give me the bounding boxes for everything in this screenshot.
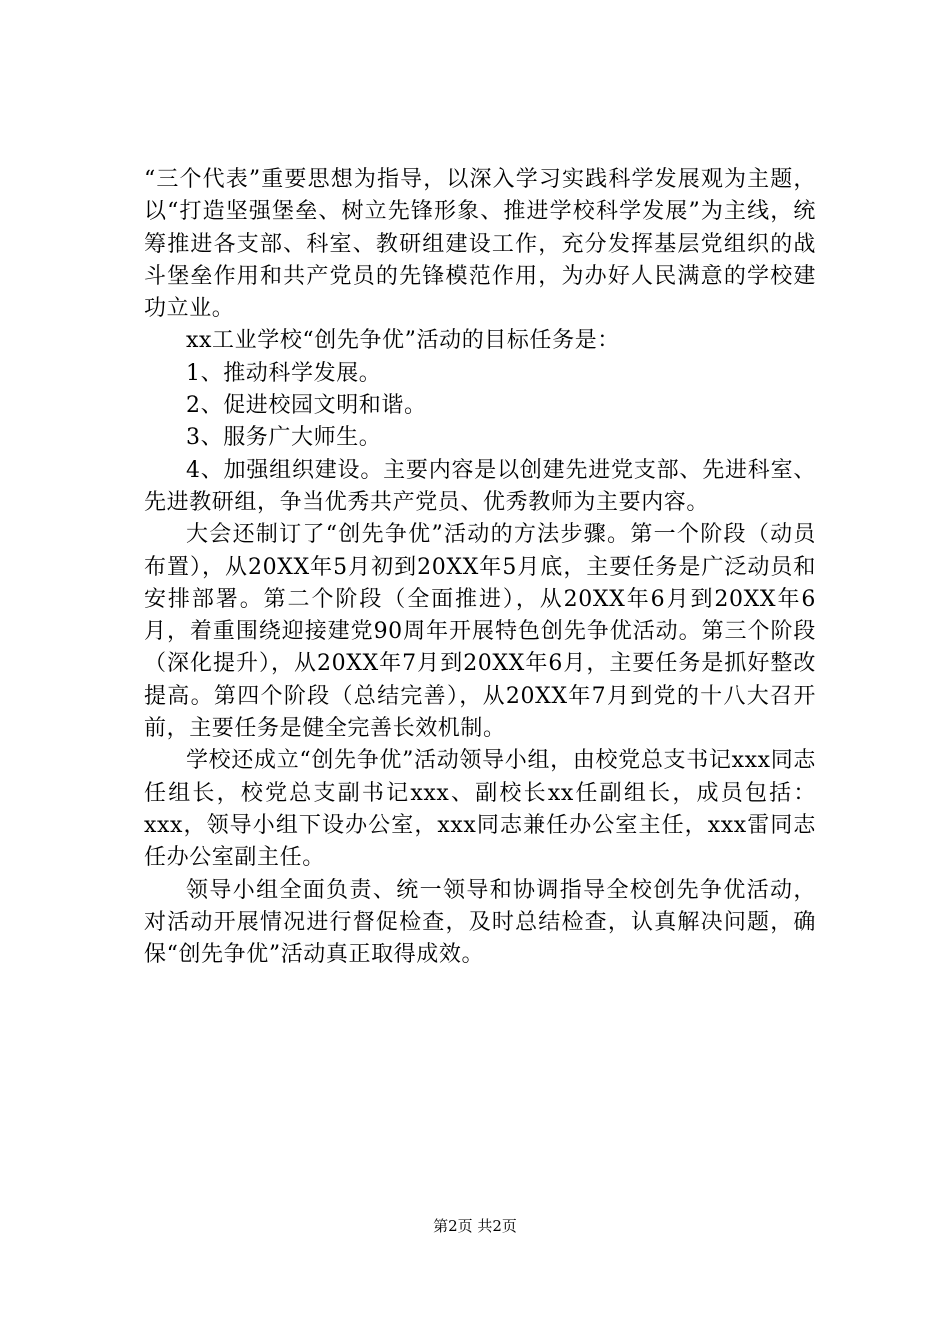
list-item-3: 3、服务广大师生。 — [186, 425, 382, 451]
document-body — [144, 164, 816, 971]
paragraph-responsibilities: 领导小组全面负责、统一领导和协调指导全校创先争优活动，对活动开展情况进行督促检查，及时总结检查，认真解决问题，确保“创先争优”活动真正取得成效。 — [144, 877, 816, 968]
paragraph-leadership-group: 学校还成立“创先争优”活动领导小组，由校党总支书记xxx同志任组长，校党总支副书记xxx、副校长xx任副组长，成员包括：xxx，领导小组下设办公室，xxx同志兼任办公室主任，xxx雷同志任办公室副主任。 — [144, 748, 816, 871]
list-item-2: 2、促进校园文明和谐。 — [186, 393, 427, 419]
list-item-1: 1、推动科学发展。 — [186, 360, 382, 386]
paragraph-steps: 大会还制订了“创先争优”活动的方法步骤。第一个阶段（动员布置），从20XX年5月初到20XX年5月底，主要任务是广泛动员和安排部署。第二个阶段（全面推进），从20XX年6月到20XX年6月，着重围绕迎接建党90周年开展特色创先争优活动。第三个阶段（深化提升），从20XX年7月到20XX年6月，主要任务是抓好整改提高。第四个阶段（总结完善），从20XX年7月到党的十八大召开前，主要任务是健全完善长效机制。 — [144, 522, 816, 742]
page-number-footer: 第2页 共2页 — [433, 1217, 517, 1235]
paragraph-goals-intro: xx工业学校“创先争优”活动的目标任务是： — [186, 328, 620, 354]
list-item-4: 4、加强组织建设。主要内容是以创建先进党支部、先进科室、先进教研组，争当优秀共产党员、优秀教师为主要内容。 — [144, 457, 816, 515]
paragraph-continuation: “三个代表”重要思想为指导，以深入学习实践科学发展观为主题，以“打造坚强堡垒、树立先锋形象、推进学校科学发展”为主线，统筹推进各支部、科室、教研组建设工作，充分发挥基层党组织的战斗堡垒作用和共产党员的先锋模范作用，为办好人民满意的学校建功立业。 — [144, 167, 816, 322]
